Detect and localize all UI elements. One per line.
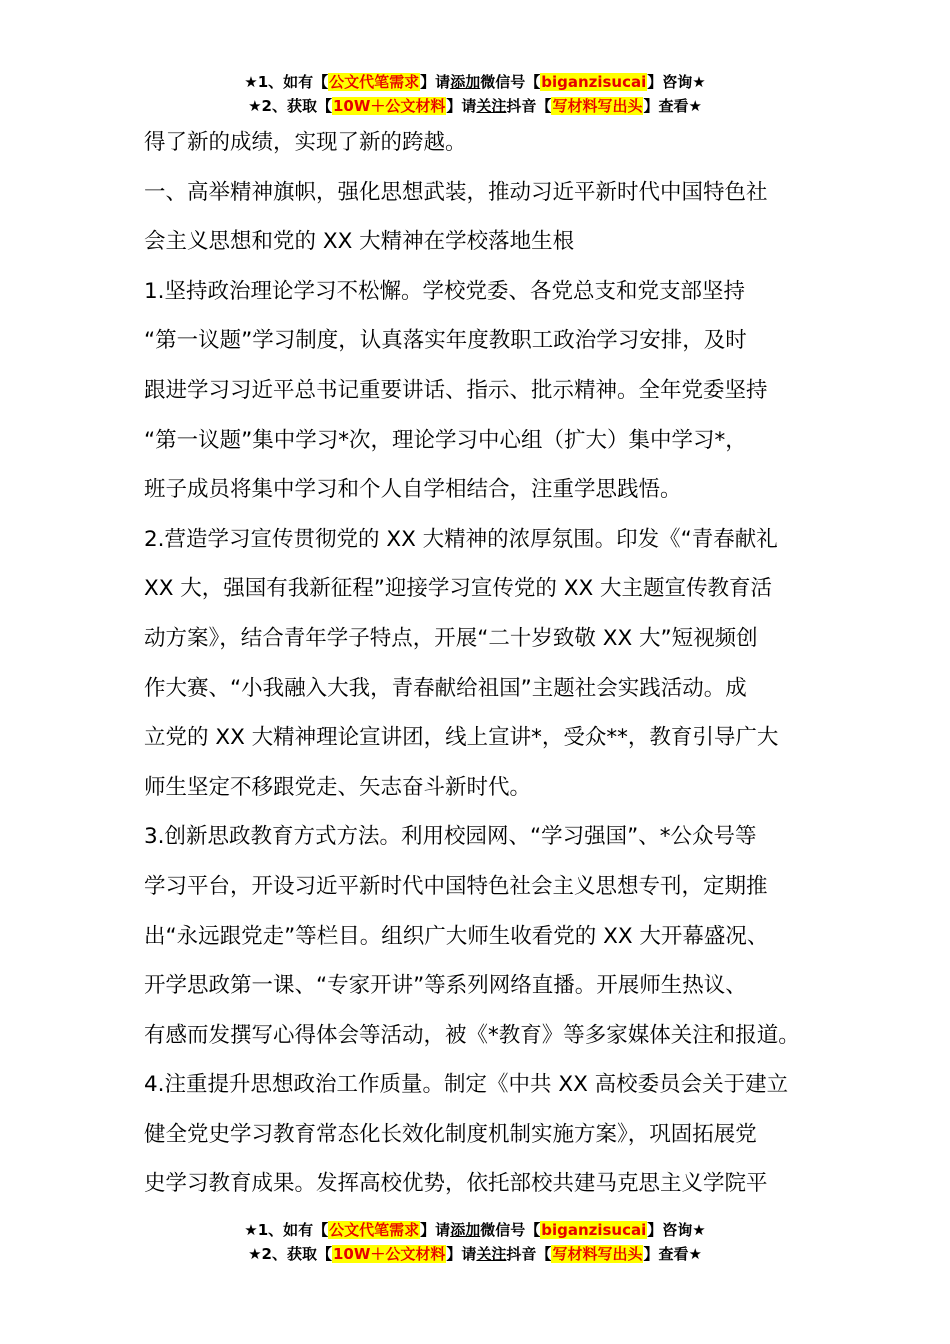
body-line: 动方案》，结合青年学子特点，开展“二十岁致敬 XX 大”短视频创 [144,625,758,651]
body-line: 开学思政第一课、“专家开讲”等系列网络直播。开展师生热议、 [144,973,747,999]
body-line: 史学习教育成果。发挥高校优势，依托部校共建马克思主义学院平 [144,1171,768,1197]
banner-highlight: 写材料写出头 [552,97,643,115]
banner-highlight: 公文代笔需求 [329,73,420,91]
banner-text: 微信号【 [480,1221,541,1239]
banner-text: 】请 [420,73,451,91]
banner-text: 】查看★ [643,1245,702,1263]
banner-highlight: 10W＋公文材料 [332,97,446,115]
banner-text: 抖音【 [506,1245,552,1263]
banner-underlined-text: 关注 [476,1245,507,1263]
body-line: 作大赛、“小我融入大我，青春献给祖国”主题社会实践活动。成 [144,675,747,701]
banner-text: 抖音【 [506,97,552,115]
banner-text: ★1、如有【 [244,1221,329,1239]
body-line: 学习平台，开设习近平新时代中国特色社会主义思想专刊，定期推 [144,873,768,899]
banner-highlight: biganzisucai [541,1221,647,1239]
banner-text: 】咨询★ [647,73,706,91]
banner-text: ★2、获取【 [248,1245,332,1263]
body-line: 3.创新思政教育方式方法。利用校园网、“学习强国”、*公众号等 [144,824,757,850]
body-line: 班子成员将集中学习和个人自学相结合，注重学思践悟。 [144,477,682,503]
body-line: 1.坚持政治理论学习不松懈。学校党委、各党总支和党支部坚持 [144,278,746,304]
body-line: 得了新的成绩，实现了新的跨越。 [144,130,467,155]
banner-underlined-text: 添加 [450,73,481,91]
banner-line-2 [0,94,950,118]
banner-text: 】请 [420,1221,451,1239]
section-heading-line: 会主义思想和党的 XX 大精神在学校落地生根 [144,229,575,255]
body-line: 健全党史学习教育常态化长效化制度机制实施方案》，巩固拓展党 [144,1121,757,1147]
banner-line-1 [0,1218,950,1242]
banner-text: ★1、如有【 [244,73,329,91]
body-line: XX 大，强国有我新征程”迎接学习宣传党的 XX 大主题宣传教育活 [144,576,773,602]
banner-highlight: 写材料写出头 [552,1245,643,1263]
body-line: 立党的 XX 大精神理论宣讲团，线上宣讲*，受众**，教育引导广大 [144,725,779,751]
banner-underlined-text: 添加 [450,1221,481,1239]
body-line: 4.注重提升思想政治工作质量。制定《中共 XX 高校委员会关于建立 [144,1072,789,1098]
body-line: “第一议题”学习制度，认真落实年度教职工政治学习安排，及时 [144,328,747,354]
banner-text: 】查看★ [643,97,702,115]
banner-text: 】请 [446,1245,477,1263]
banner-highlight: 公文代笔需求 [329,1221,420,1239]
banner-line-1 [0,70,950,94]
body-line: 跟进学习习近平总书记重要讲话、指示、批示精神。全年党委坚持 [144,377,768,403]
body-line: 出“永远跟党走”等栏目。组织广大师生收看党的 XX 大开幕盛况、 [144,923,769,949]
body-line: 有感而发撰写心得体会等活动，被《*教育》等多家媒体关注和报道。 [144,1022,800,1048]
body-line: “第一议题”集中学习*次，理论学习中心组（扩大）集中学习*， [144,427,747,453]
banner-highlight: biganzisucai [541,73,647,91]
banner-line-2 [0,1242,950,1266]
banner-text: 微信号【 [480,73,541,91]
bottom-banner [0,1218,950,1266]
body-line: 师生坚定不移跟党走、矢志奋斗新时代。 [144,774,532,800]
top-banner [0,70,950,118]
banner-highlight: 10W＋公文材料 [332,1245,446,1263]
banner-text: 】请 [446,97,477,115]
section-heading-line: 一、高举精神旗帜，强化思想武装，推动习近平新时代中国特色社 [144,179,768,205]
document-body [144,118,824,1209]
banner-underlined-text: 关注 [476,97,507,115]
body-line: 2.营造学习宣传贯彻党的 XX 大精神的浓厚氛围。印发《“青春献礼 [144,526,778,552]
banner-text: ★2、获取【 [248,97,332,115]
banner-text: 】咨询★ [647,1221,706,1239]
